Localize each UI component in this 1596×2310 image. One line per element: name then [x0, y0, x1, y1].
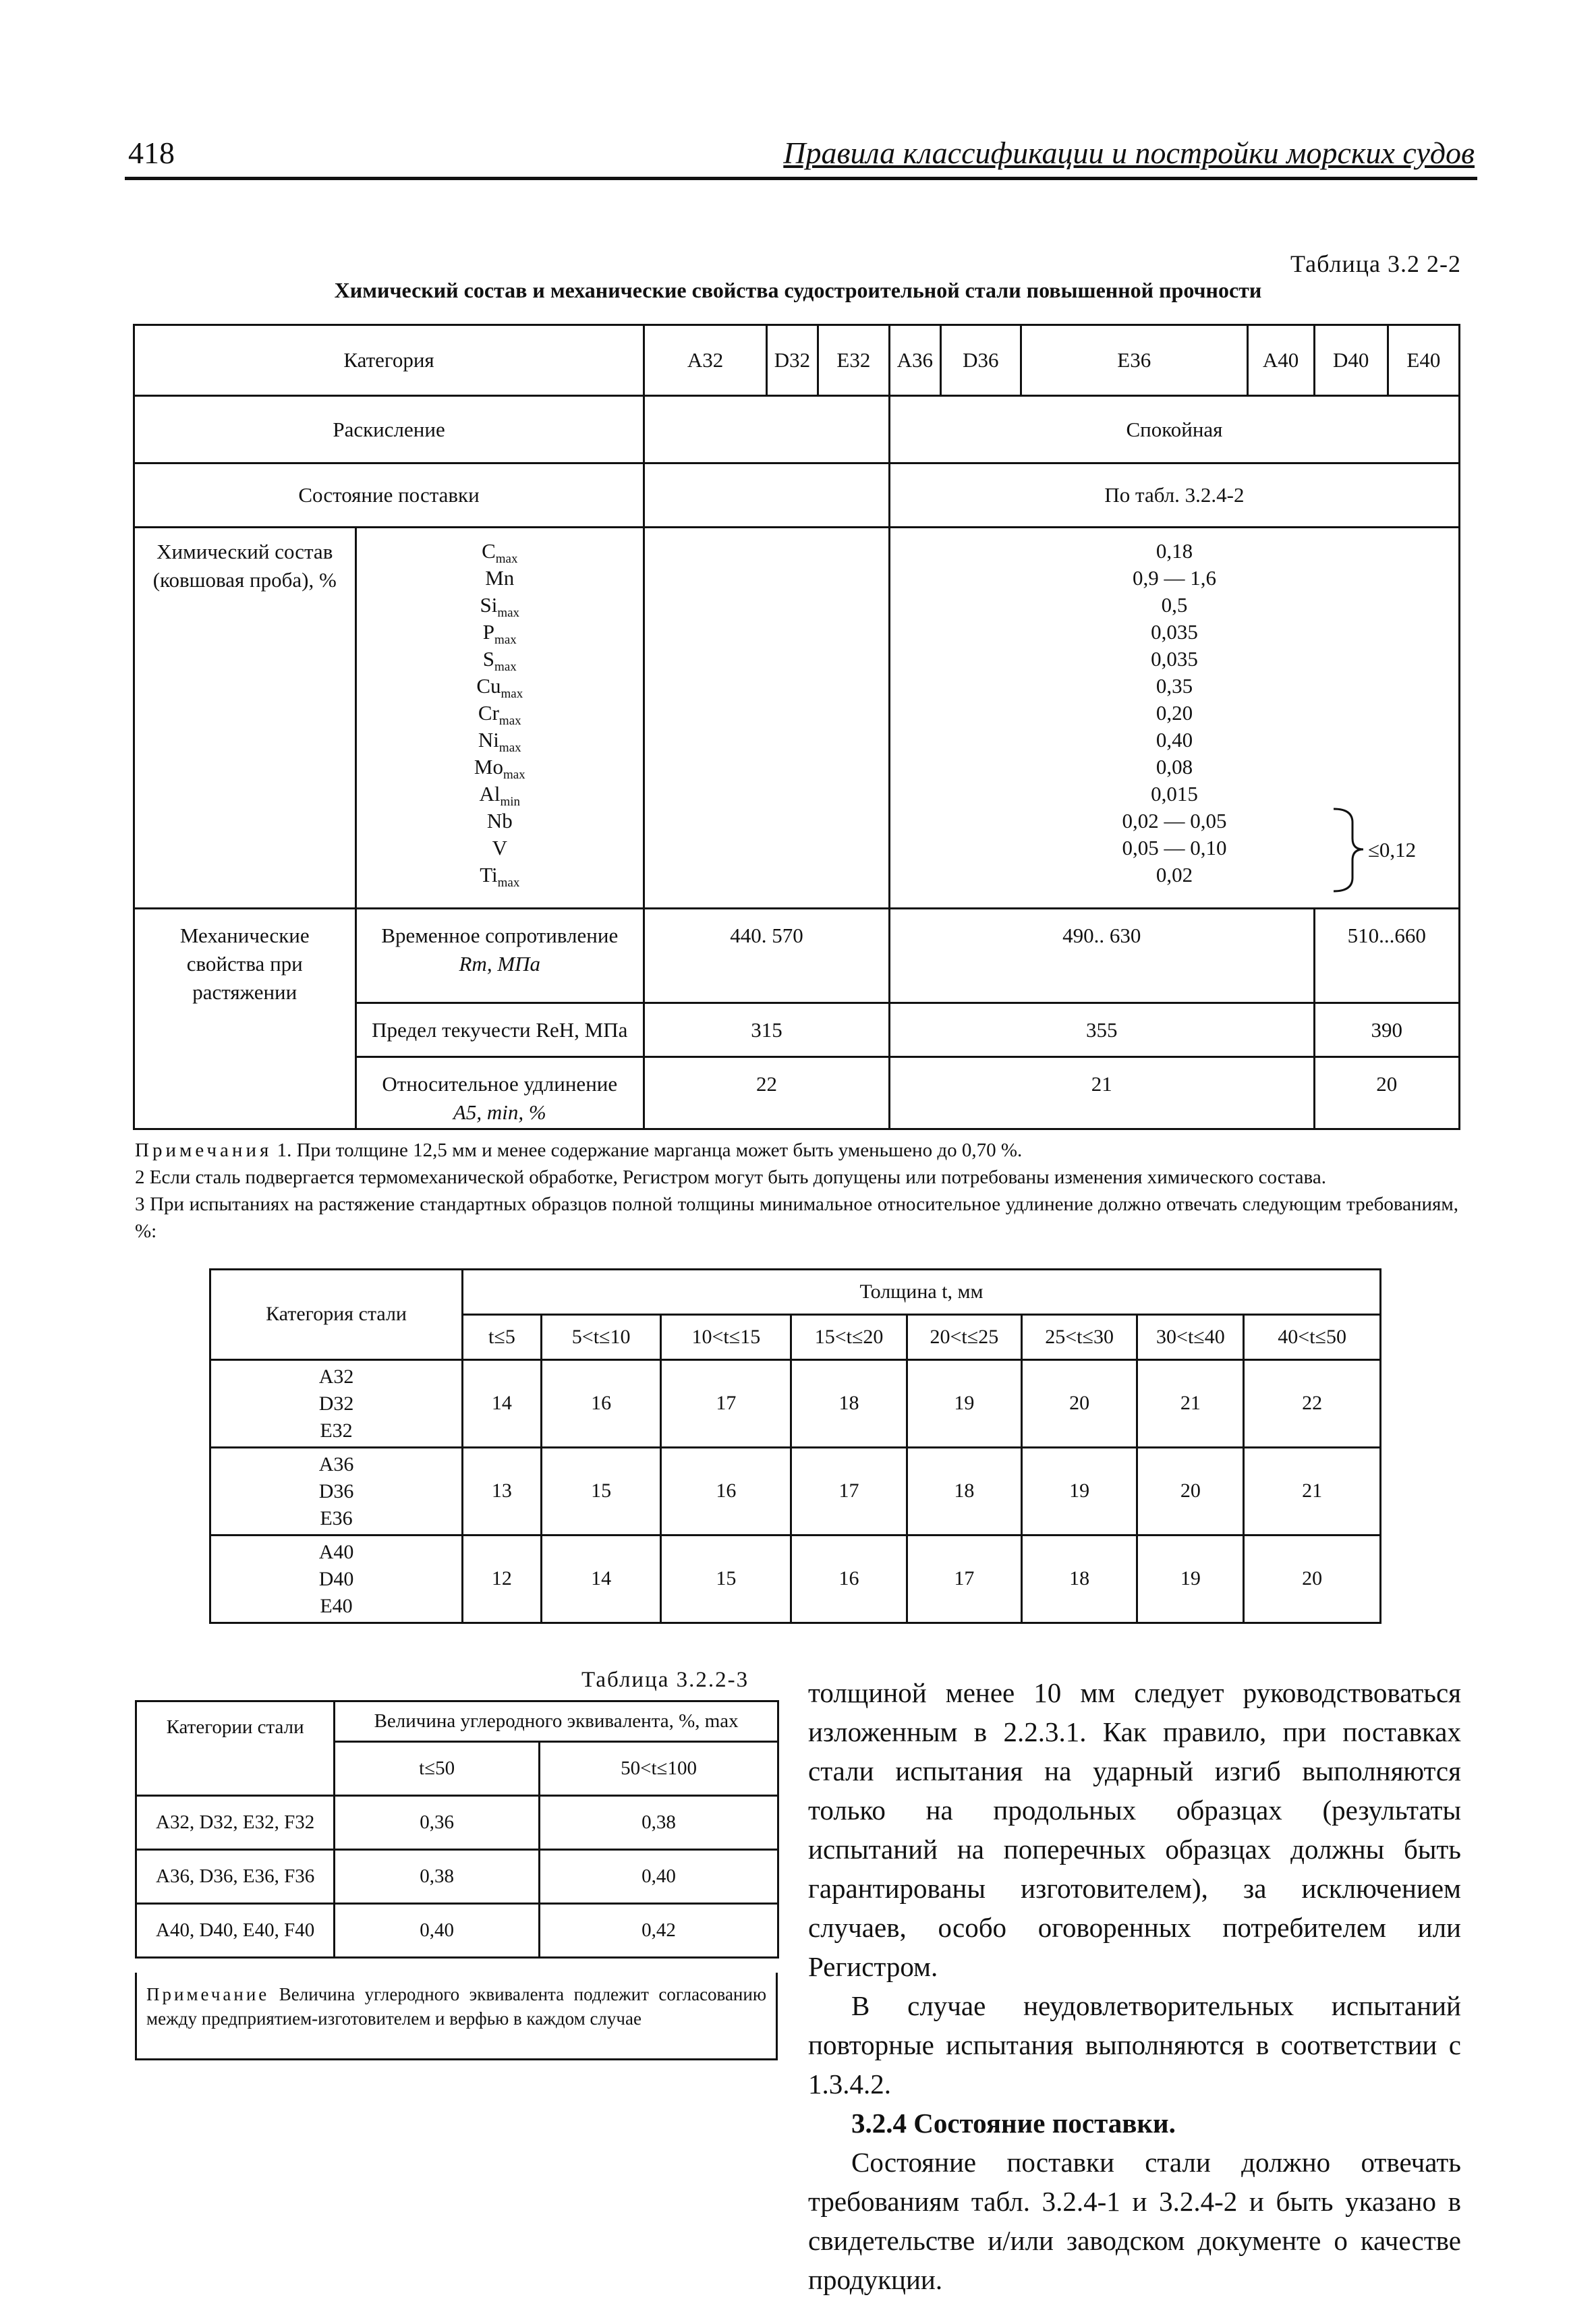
elongation-symbol: A5, min, %	[453, 1100, 546, 1124]
category-cell: A32	[644, 325, 767, 396]
elongation-value: 20	[1314, 1057, 1459, 1129]
elongation-value: 21	[889, 1057, 1314, 1129]
elongation-cell: 20	[1137, 1448, 1244, 1536]
mech-label: Механические свойства при растяжении	[134, 909, 356, 1129]
elongation-cell: 14	[463, 1360, 542, 1448]
tensile-symbol: Rm, МПа	[459, 951, 541, 976]
chem-element: $Cu_{max}$	[476, 674, 523, 702]
tensile-label-text: Временное сопротивление	[381, 924, 619, 947]
chem-value: 0,9 — 1,6	[1132, 566, 1216, 590]
thickness-range: t≤5	[463, 1315, 542, 1360]
elongation-thickness-table	[209, 1268, 1381, 1624]
steel-category: E40	[320, 1594, 353, 1617]
table-label: Таблица 3.2 2-2	[1290, 250, 1461, 277]
chem-element: $S_{max}$	[482, 647, 517, 675]
chem-element: $C_{max}$	[482, 539, 518, 567]
section-heading: 3.2.4 Состояние поставки.	[851, 2108, 1176, 2139]
brace-total: ≤0,12	[1367, 838, 1417, 862]
elongation-cell: 20	[1244, 1536, 1381, 1623]
yield-label: Предел текучести ReH, МПа	[355, 1003, 644, 1057]
table2-label: Таблица 3.2.2-3	[581, 1668, 749, 1692]
t2-note-heading: Примечание	[146, 1984, 270, 2004]
t2-category-header: Категории стали	[136, 1701, 335, 1796]
table-row	[210, 1360, 1381, 1448]
steel-category: D32	[318, 1392, 354, 1415]
category-cell: E36	[1021, 325, 1247, 396]
chem-element: $Cr_{max}$	[478, 701, 521, 729]
steel-category: E32	[320, 1419, 353, 1442]
table-notes	[135, 1137, 1458, 1245]
chem-value: 0,035	[1151, 620, 1198, 644]
category-header: Категория	[134, 325, 644, 396]
steel-category: D40	[318, 1567, 354, 1590]
t2-note-text: Величина углеродного эквивалента подлежит согласованию между предприятием-изготовителем и верфью в каждом случае	[146, 1984, 767, 2029]
elongation-cell: 19	[1137, 1536, 1244, 1623]
chem-element-list	[355, 528, 644, 909]
elongation-cell: 12	[463, 1536, 542, 1623]
elongation-cell: 22	[1244, 1360, 1381, 1448]
table-row	[210, 1536, 1381, 1623]
chem-values-cell	[889, 528, 1459, 909]
elongation-cell: 15	[541, 1448, 661, 1536]
body-paragraph: толщиной менее 10 мм следует руководствоваться изложенным в 2.2.3.1. Как правило, при поставках стали испытания на ударный изгиб выполняются только на продольных образцах (результаты испытаний на поперечных образцах должны быть гарантированы изготовителем), за исключением случаев, особо оговоренных потребителем или Регистром.	[808, 1677, 1461, 1982]
chem-value: 0,035	[1151, 647, 1198, 671]
chem-value: 0,18	[1156, 539, 1193, 563]
yield-value: 390	[1314, 1003, 1459, 1057]
steel-category-cell	[210, 1448, 463, 1536]
table-caption: Химический состав и механические свойства судостроительной стали повышенной прочности	[334, 278, 1262, 302]
body-paragraph: Состояние поставки стали должно отвечать требованиям табл. 3.2.4-1 и 3.2.4-2 и быть указано в свидетельстве и/или заводском документе о качестве продукции.	[808, 2147, 1461, 2295]
body-text-column	[808, 1673, 1461, 2299]
category-cell: D32	[767, 325, 818, 396]
thickness-header: Толщина t, мм	[463, 1270, 1381, 1315]
t2-category-cell: A36, D36, E36, F36	[136, 1850, 335, 1904]
table-row	[136, 1850, 778, 1904]
t2-value-cell: 0,38	[335, 1850, 540, 1904]
tensile-value: 510...660	[1314, 909, 1459, 1003]
elongation-cell: 18	[907, 1448, 1021, 1536]
t2-value-cell: 0,40	[335, 1904, 540, 1958]
thickness-range: 40<t≤50	[1244, 1315, 1381, 1360]
t2-value-header: Величина углеродного эквивалента, %, max	[335, 1701, 778, 1742]
elongation-cell: 17	[661, 1360, 791, 1448]
carbon-equivalent-table	[135, 1700, 779, 1959]
elongation-cell: 15	[661, 1536, 791, 1623]
category-cell: E32	[818, 325, 889, 396]
category-cell: A36	[889, 325, 940, 396]
chem-value: 0,40	[1156, 728, 1193, 752]
elongation-cell: 21	[1244, 1448, 1381, 1536]
deoxidation-value: Спокойная	[889, 396, 1459, 463]
table-row	[136, 1796, 778, 1850]
note-1-text: 1. При толщине 12,5 мм и менее содержание марганца может быть уменьшено до 0,70 %.	[277, 1139, 1023, 1161]
elongation-cell: 20	[1021, 1360, 1137, 1448]
elongation-value: 22	[644, 1057, 890, 1129]
elongation-cell: 18	[1021, 1536, 1137, 1623]
table-row	[210, 1448, 1381, 1536]
chem-value: 0,35	[1156, 674, 1193, 698]
table2-note	[135, 1973, 778, 2060]
category-cell: D36	[940, 325, 1021, 396]
thickness-range: 5<t≤10	[541, 1315, 661, 1360]
chem-element: $Mo_{max}$	[474, 755, 525, 783]
thickness-range: 20<t≤25	[907, 1315, 1021, 1360]
running-title: Правила классификации и постройки морских судов	[783, 136, 1475, 170]
steel-category: A32	[318, 1365, 354, 1388]
elongation-cell: 16	[661, 1448, 791, 1536]
delivery-value: По табл. 3.2.4-2	[889, 463, 1459, 528]
chem-element: $P_{max}$	[482, 620, 517, 648]
notes-heading: Примечания	[135, 1139, 273, 1161]
elongation-cell: 14	[541, 1536, 661, 1623]
elongation-label-text: Относительное удлинение	[382, 1072, 618, 1096]
category-cell: A40	[1247, 325, 1314, 396]
empty-cell	[644, 528, 890, 909]
t2-value-cell: 0,36	[335, 1796, 540, 1850]
chem-value: 0,5	[1161, 593, 1188, 617]
thickness-range: 25<t≤30	[1021, 1315, 1137, 1360]
category-cell: E40	[1388, 325, 1459, 396]
t2-value-cell: 0,38	[540, 1796, 778, 1850]
steel-category: A36	[318, 1453, 354, 1475]
t2-category-cell: A40, D40, E40, F40	[136, 1904, 335, 1958]
empty-cell	[644, 396, 890, 463]
chem-value: 0,20	[1156, 701, 1193, 725]
deoxidation-label: Раскисление	[134, 396, 644, 463]
chem-element: $Ti_{max}$	[480, 863, 520, 891]
brace-icon	[1332, 806, 1366, 894]
elongation-cell: 17	[907, 1536, 1021, 1623]
yield-value: 355	[889, 1003, 1314, 1057]
thickness-range: 30<t≤40	[1137, 1315, 1244, 1360]
header-rule	[125, 177, 1477, 180]
note-1	[135, 1137, 1458, 1164]
elongation-cell: 19	[907, 1360, 1021, 1448]
chem-element: $Al_{min}$	[479, 782, 521, 810]
steel-category: A40	[318, 1540, 354, 1563]
steel-category-header: Категория стали	[210, 1270, 463, 1360]
empty-cell	[644, 463, 890, 528]
yield-value: 315	[644, 1003, 890, 1057]
category-cell: D40	[1314, 325, 1388, 396]
thickness-range: 15<t≤20	[791, 1315, 907, 1360]
steel-category-cell	[210, 1536, 463, 1623]
elongation-cell: 13	[463, 1448, 542, 1536]
tensile-value: 440. 570	[644, 909, 890, 1003]
chem-value: 0,05 — 0,10	[1122, 836, 1227, 860]
elongation-cell: 18	[791, 1360, 907, 1448]
thickness-range: 10<t≤15	[661, 1315, 791, 1360]
tensile-value: 490.. 630	[889, 909, 1314, 1003]
elongation-cell: 17	[791, 1448, 907, 1536]
t2-category-cell: A32, D32, E32, F32	[136, 1796, 335, 1850]
chem-value: 0,015	[1151, 782, 1198, 806]
elongation-cell: 16	[541, 1360, 661, 1448]
elongation-cell: 21	[1137, 1360, 1244, 1448]
chem-value: 0,02	[1156, 863, 1193, 886]
steel-category: E36	[320, 1506, 353, 1529]
t2-value-cell: 0,42	[540, 1904, 778, 1958]
body-paragraph: В случае неудовлетворительных испытаний повторные испытания выполняются в соответствии с 1.3.4.2.	[808, 1990, 1461, 2100]
chem-value: 0,08	[1156, 755, 1193, 779]
table-row	[136, 1904, 778, 1958]
chem-value: 0,02 — 0,05	[1122, 809, 1227, 833]
note-2: 2 Если сталь подвергается термомеханической обработке, Регистром могут быть допущены или потребованы изменения химического состава.	[135, 1166, 1326, 1188]
chem-element: $Ni_{max}$	[478, 728, 521, 756]
chem-element: Mn	[485, 566, 515, 590]
chem-element: Nb	[486, 809, 513, 833]
steel-category: D36	[318, 1480, 354, 1502]
t2-value-cell: 0,40	[540, 1850, 778, 1904]
page-number: 418	[128, 136, 175, 170]
chem-element: $Si_{max}$	[480, 593, 520, 621]
note-3: 3 При испытаниях на растяжение стандартных образцов полной толщины минимальное относительное удлинение должно отвечать следующим требованиям, %:	[135, 1193, 1458, 1242]
chem-element: V	[492, 836, 507, 860]
elongation-label	[355, 1057, 644, 1129]
delivery-label: Состояние поставки	[134, 463, 644, 528]
steel-category-cell	[210, 1360, 463, 1448]
t2-col1-header: t≤50	[335, 1742, 540, 1796]
steel-properties-table	[133, 324, 1460, 1130]
tensile-label	[355, 909, 644, 1003]
t2-col2-header: 50<t≤100	[540, 1742, 778, 1796]
elongation-cell: 16	[791, 1536, 907, 1623]
chem-label: Химический состав (ковшовая проба), %	[134, 528, 356, 909]
elongation-cell: 19	[1021, 1448, 1137, 1536]
